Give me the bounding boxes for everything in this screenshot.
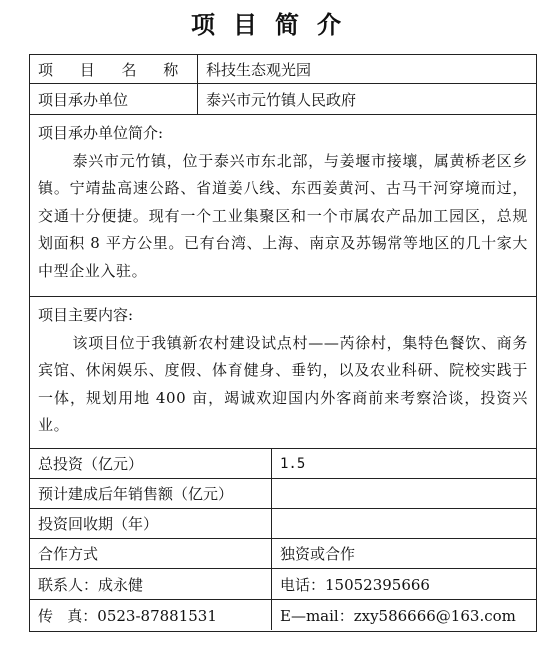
payback-period-value [272,509,536,538]
total-investment-value: 1.5 [280,455,306,472]
row-hosting-unit [30,84,536,115]
row-fax-email [30,600,536,630]
payback-period-label: 投资回收期（年） [30,509,272,538]
cooperation-value: 独资或合作 [280,545,356,563]
row-cooperation [30,539,536,569]
row-project-name [30,55,536,84]
unit-intro-block [30,115,536,285]
row-annual-sales [30,479,536,509]
project-name-label: 项 目 名 称 [30,55,198,83]
row-contact [30,569,536,600]
page-title: 项目简介 [191,11,359,39]
contact-person: 联系人：成永健 [30,569,272,599]
contact-phone: 电话：15052395666 [280,575,430,594]
contact-email: E—mail：zxy586666@163.com [280,606,516,625]
main-content-block [30,297,536,440]
unit-intro-text: 泰兴市元竹镇，位于泰兴市东北部，与姜堰市接壤，属黄桥老区乡镇。宁靖盐高速公路、省道姜八线、东西姜黄河、古马干河穿境而过，交通十分便捷。现有一个工业集聚区和一个市属农产品加工园区，总规划面积 8 平方公里。已有台湾、上海、南京及苏锡常等地区的几十家大中型企业入驻。 [38,151,528,280]
row-unit-intro [30,115,536,297]
main-content-text: 该项目位于我镇新农村建设试点村——芮徐村，集特色餐饮、商务宾馆、休闲娱乐、度假、体育健身、垂钓，以及农业科研、院校实践于一体，规划用地 400 亩，竭诚欢迎国内外客商前来考察洽谈，投资兴业。 [38,333,528,434]
cooperation-label: 合作方式 [30,539,272,568]
main-content-label: 项目主要内容: [38,306,134,324]
annual-sales-value [272,479,536,508]
contact-fax: 传 真：0523-87881531 [30,600,272,630]
annual-sales-label: 预计建成后年销售额（亿元） [30,479,272,508]
row-payback-period [30,509,536,539]
row-main-content [30,297,536,449]
total-investment-label: 总投资（亿元） [30,449,272,478]
hosting-unit-value: 泰兴市元竹镇人民政府 [206,90,357,109]
row-total-investment [30,449,536,479]
unit-intro-label: 项目承办单位简介: [38,124,164,142]
project-name-value: 科技生态观光园 [206,60,312,79]
project-info-table [29,54,537,632]
hosting-unit-label: 项目承办单位 [30,84,198,114]
